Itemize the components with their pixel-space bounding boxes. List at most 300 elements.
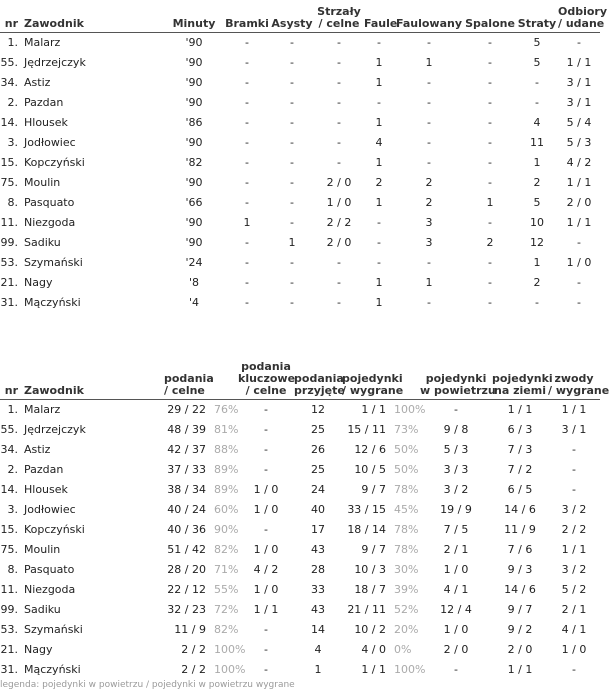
table-cell: -: [337, 295, 341, 309]
table-cell: 3 / 2: [420, 479, 492, 499]
table-cell: 78%: [386, 519, 420, 539]
table-cell: '90: [185, 55, 203, 69]
table-cell: 37 / 33: [167, 462, 206, 476]
table-cell: 28 / 20: [164, 559, 206, 579]
table-cell: Kopczyński: [24, 152, 164, 172]
table-cell: 1 / 0: [253, 502, 279, 516]
col-key-line1: podania: [241, 359, 291, 373]
table-cell: 72%: [206, 599, 238, 619]
table-cell: 10: [530, 215, 544, 229]
table-row: [0, 659, 600, 679]
table-cell: 1 / 1: [548, 399, 600, 419]
table-cell: 14 / 6: [504, 502, 536, 516]
table-row: [0, 52, 600, 72]
table-cell: Pazdan: [24, 95, 64, 109]
col-air-duels: [420, 353, 496, 399]
table-cell: 55.: [0, 55, 18, 69]
table-cell: 42 / 37: [164, 439, 206, 459]
table-cell: -: [572, 462, 577, 476]
table-cell: 81%: [214, 422, 239, 436]
table-cell: 4: [294, 639, 342, 659]
col-losses: Straty: [517, 16, 557, 30]
table-cell: 24: [294, 479, 342, 499]
col-passes: [164, 353, 238, 399]
table-cell: -: [270, 112, 314, 132]
table-cell: 5: [516, 32, 558, 52]
table-cell: 2 / 0: [492, 639, 548, 659]
table-cell: 18 / 14: [342, 519, 386, 539]
col-minutes: Minuty: [172, 16, 216, 30]
col-dribbles: [548, 353, 609, 399]
table-cell: '82: [164, 152, 224, 172]
table-cell: 3.: [7, 135, 18, 149]
table-cell: 1: [394, 272, 464, 292]
table-row: [0, 212, 600, 232]
table-cell: -: [364, 32, 394, 52]
table-cell: 1: [375, 55, 383, 69]
passing-duels-table: [0, 353, 609, 679]
table-cell: 20%: [394, 622, 419, 636]
table-cell: -: [245, 255, 249, 269]
table-cell: -: [314, 112, 364, 132]
table-cell: 3: [394, 232, 464, 252]
table-cell: -: [377, 95, 381, 109]
table-cell: 2 / 0: [326, 175, 352, 189]
table-cell: -: [488, 215, 492, 229]
table-cell: 43: [294, 599, 342, 619]
table-cell: 1: [425, 55, 433, 69]
col-key-line2: kluczowe: [238, 371, 296, 385]
table-cell: 11.: [0, 215, 18, 229]
table-cell: -: [337, 55, 341, 69]
table-cell: 3: [425, 215, 433, 229]
table-cell: 4: [375, 135, 383, 149]
table-cell: 100%: [206, 639, 238, 659]
table-cell: 38 / 34: [164, 479, 206, 499]
table-cell: -: [427, 295, 431, 309]
table-cell: 1 / 1: [492, 399, 548, 419]
table-cell: -: [394, 32, 464, 52]
table-cell: 53.: [0, 255, 18, 269]
col-goals: Bramki: [225, 16, 269, 30]
table-cell: 1.: [0, 32, 24, 52]
table-cell: 55.: [0, 422, 18, 436]
table-cell: 1 / 1: [342, 399, 386, 419]
col-passes-line2: / celne: [164, 383, 205, 397]
table-cell: -: [488, 55, 492, 69]
table-cell: 2: [516, 272, 558, 292]
table-cell: -: [270, 272, 314, 292]
table-cell: 30%: [386, 559, 420, 579]
table-cell: Jędrzejczyk: [24, 422, 86, 436]
table-cell: 9 / 7: [342, 479, 386, 499]
table-cell: 1 / 1: [507, 662, 533, 676]
table-cell: -: [394, 112, 464, 132]
col-key-passes: [238, 353, 294, 399]
table-row: [0, 399, 600, 419]
table-row: [0, 639, 600, 659]
table-row: [0, 112, 600, 132]
table-cell: -: [394, 152, 464, 172]
table-row: [0, 439, 600, 459]
table-cell: -: [245, 95, 249, 109]
table-cell: 1: [375, 295, 383, 309]
table-cell: 1 / 1: [566, 55, 592, 69]
table-cell: 18 / 7: [354, 582, 387, 596]
table-row: [0, 92, 600, 112]
col-tackles-line1: zwody: [554, 371, 594, 385]
table-cell: 33: [311, 582, 326, 596]
table-cell: -: [224, 32, 270, 52]
table-cell: -: [245, 175, 249, 189]
table-cell: 3.: [7, 502, 18, 516]
table-cell: -: [377, 255, 381, 269]
table-cell: -: [290, 175, 294, 189]
table-body: [0, 399, 600, 679]
table-cell: 4: [516, 112, 558, 132]
table-cell: Szymański: [24, 255, 83, 269]
table-cell: -: [377, 215, 381, 229]
col-received-line2: przyjęte: [294, 383, 345, 397]
table-row: [0, 619, 600, 639]
table-cell: 4 / 2: [238, 559, 294, 579]
table-cell: 2: [394, 192, 464, 212]
table-cell: 8.: [0, 559, 24, 579]
table-cell: 2 / 2: [164, 639, 206, 659]
table-cell: 1: [270, 232, 314, 252]
table-cell: -: [548, 479, 600, 499]
table-cell: 4 / 2: [558, 152, 600, 172]
table-cell: 17: [294, 519, 342, 539]
table-cell: 1 / 0: [253, 582, 279, 596]
table-row: [0, 579, 600, 599]
col-assists: Asysty: [271, 16, 313, 30]
col-ground-duels: [492, 353, 553, 399]
table-cell: 14.: [0, 112, 24, 132]
table-cell: 99.: [0, 232, 24, 252]
table-cell: 12: [294, 399, 342, 419]
table-row: [0, 519, 600, 539]
table-row: [0, 132, 600, 152]
col-duels-line2: / wygrane: [342, 383, 404, 397]
table-cell: 21 / 11: [342, 599, 386, 619]
table-cell: 1: [364, 192, 394, 212]
table-cell: -: [394, 72, 464, 92]
table-body: [0, 32, 600, 312]
table-cell: -: [245, 295, 249, 309]
col-recoveries: [558, 2, 608, 32]
table-cell: -: [314, 152, 364, 172]
table-cell: 2 / 0: [420, 639, 492, 659]
table-row: [0, 559, 600, 579]
table-cell: 9 / 2: [507, 622, 533, 636]
table-cell: 2.: [7, 95, 18, 109]
col-shots: [314, 2, 364, 32]
table-cell: 2 / 1: [443, 542, 469, 556]
table-cell: 1: [364, 72, 394, 92]
table-cell: 21.: [0, 272, 24, 292]
table-cell: 7 / 2: [507, 462, 533, 476]
table-cell: -: [488, 175, 492, 189]
table-cell: 1 / 0: [253, 542, 279, 556]
table-cell: -: [364, 232, 394, 252]
table-cell: 76%: [206, 399, 238, 419]
table-cell: 4 / 1: [561, 622, 587, 636]
col-received-line1: podania: [294, 371, 344, 385]
table-cell: 78%: [394, 542, 419, 556]
table-cell: 34.: [0, 72, 24, 92]
table-cell: 2.: [7, 462, 18, 476]
table-cell: 1 / 1: [566, 215, 592, 229]
table-cell: 1 / 1: [566, 175, 592, 189]
table-cell: 48 / 39: [167, 422, 206, 436]
table-cell: 100%: [386, 399, 420, 419]
table-cell: Moulin: [24, 175, 61, 189]
table-cell: -: [290, 295, 294, 309]
table-cell: 5 / 3: [566, 135, 592, 149]
table-cell: Nagy: [24, 639, 164, 659]
table-cell: 15 / 11: [347, 422, 387, 436]
table-cell: 60%: [214, 502, 239, 516]
table-cell: 1 / 1: [361, 662, 387, 676]
table-cell: Jędrzejczyk: [24, 55, 86, 69]
table-cell: Astiz: [24, 439, 164, 459]
table-cell: 31.: [0, 662, 18, 676]
table-cell: Malarz: [24, 32, 164, 52]
table-cell: -: [572, 662, 577, 676]
col-nr: nr: [4, 383, 18, 397]
table-cell: 7 / 3: [492, 439, 548, 459]
table-cell: -: [224, 192, 270, 212]
table-cell: -: [264, 622, 268, 636]
table-cell: 25: [311, 422, 326, 436]
col-air-line2: w powietrzu: [420, 383, 496, 397]
table-cell: 75.: [0, 175, 18, 189]
table-cell: '90: [185, 95, 203, 109]
table-cell: -: [224, 72, 270, 92]
table-cell: 25: [311, 462, 326, 476]
table-cell: Hlousek: [24, 479, 164, 499]
table-cell: -: [488, 255, 492, 269]
table-cell: -: [224, 272, 270, 292]
table-cell: '90: [164, 72, 224, 92]
table-cell: 82%: [214, 622, 239, 636]
table-cell: 50%: [394, 462, 419, 476]
table-cell: -: [238, 439, 294, 459]
table-row: [0, 152, 600, 172]
table-cell: 9 / 3: [492, 559, 548, 579]
table-cell: -: [548, 439, 600, 459]
table-cell: -: [270, 72, 314, 92]
table-cell: -: [464, 272, 516, 292]
table-cell: -: [488, 295, 492, 309]
table-cell: -: [238, 519, 294, 539]
table-cell: -: [270, 192, 314, 212]
table-cell: 2: [425, 175, 433, 189]
table-cell: 3 / 1: [558, 72, 600, 92]
col-air-line1: pojedynki: [425, 371, 487, 385]
table-cell: Szymański: [24, 622, 83, 636]
col-received: [294, 353, 345, 399]
table-cell: 1.: [0, 399, 24, 419]
table-cell: '24: [185, 255, 203, 269]
table-cell: -: [264, 422, 268, 436]
table-cell: 2: [464, 232, 516, 252]
table-cell: 3 / 3: [443, 462, 469, 476]
table-cell: 5: [533, 55, 541, 69]
col-passes-line1: podania: [164, 371, 214, 385]
table-cell: 14.: [0, 479, 24, 499]
table-cell: 33 / 15: [347, 502, 387, 516]
table-cell: 5 / 3: [420, 439, 492, 459]
table-cell: 11 / 9: [492, 519, 548, 539]
table-cell: 2 / 2: [181, 662, 206, 676]
table-cell: 11 / 9: [174, 622, 206, 636]
table-cell: -: [427, 95, 431, 109]
table-cell: 73%: [394, 422, 419, 436]
table-cell: 0%: [386, 639, 420, 659]
table-cell: -: [290, 215, 294, 229]
table-cell: 89%: [214, 462, 239, 476]
col-key-line3: / celne: [245, 383, 287, 397]
table-cell: 45%: [394, 502, 419, 516]
table-cell: '66: [164, 192, 224, 212]
col-tackles-line2: / wygrane: [548, 383, 609, 397]
table-cell: 82%: [214, 542, 239, 556]
table-cell: 3 / 1: [566, 95, 592, 109]
table-cell: 1 / 1: [561, 542, 587, 556]
table-cell: 5 / 2: [561, 582, 587, 596]
table-cell: '8: [164, 272, 224, 292]
table-cell: 53.: [0, 622, 18, 636]
table-cell: 26: [294, 439, 342, 459]
table-cell: 12 / 6: [342, 439, 386, 459]
table-cell: -: [290, 135, 294, 149]
table-cell: 14: [311, 622, 326, 636]
table-row: [0, 172, 600, 192]
table-cell: 1: [364, 152, 394, 172]
table-cell: 4 / 0: [342, 639, 386, 659]
table-cell: 1 / 0: [314, 192, 364, 212]
table-cell: Sadiku: [24, 232, 164, 252]
table-cell: 100%: [214, 662, 246, 676]
table-cell: 7 / 5: [420, 519, 492, 539]
table-cell: 40 / 36: [164, 519, 206, 539]
table-cell: -: [427, 135, 431, 149]
table-cell: 2 / 2: [326, 215, 352, 229]
table-cell: -: [535, 95, 539, 109]
table-cell: 1: [364, 112, 394, 132]
table-cell: 5 / 4: [558, 112, 600, 132]
table-cell: Malarz: [24, 399, 164, 419]
table-cell: '4: [188, 295, 200, 309]
table-cell: 3 / 2: [548, 559, 600, 579]
table-row: [0, 599, 600, 619]
table-cell: 39%: [394, 582, 419, 596]
table-cell: -: [290, 255, 294, 269]
table-cell: '90: [164, 32, 224, 52]
table-cell: Sadiku: [24, 599, 164, 619]
col-player: Zawodnik: [24, 383, 84, 397]
table-cell: 2: [375, 175, 383, 189]
table-cell: '90: [185, 215, 203, 229]
table-header: [0, 353, 609, 399]
table-cell: 34.: [0, 439, 24, 459]
table-cell: '90: [185, 175, 203, 189]
table-cell: -: [535, 295, 539, 309]
table-cell: 88%: [206, 439, 238, 459]
table-cell: -: [516, 72, 558, 92]
table-cell: -: [264, 462, 268, 476]
table-cell: 99.: [0, 599, 24, 619]
table-cell: Jodłowiec: [24, 502, 76, 516]
col-player: Zawodnik: [24, 16, 84, 30]
table-cell: 1 / 1: [238, 599, 294, 619]
table-cell: Jodłowiec: [24, 135, 76, 149]
table-cell: -: [238, 639, 294, 659]
table-cell: 1 / 0: [443, 622, 469, 636]
table-cell: Nagy: [24, 272, 164, 292]
table-cell: -: [290, 95, 294, 109]
table-cell: 1 / 0: [566, 255, 592, 269]
table-cell: -: [224, 232, 270, 252]
table-cell: 75.: [0, 542, 18, 556]
table-cell: 11.: [0, 582, 18, 596]
table-cell: 28: [294, 559, 342, 579]
table-cell: 43: [311, 542, 326, 556]
table-row: [0, 419, 600, 439]
table-cell: 2 / 0: [314, 232, 364, 252]
table-cell: -: [264, 662, 268, 676]
table-cell: -: [314, 32, 364, 52]
table-cell: -: [488, 135, 492, 149]
table-cell: 1 / 0: [238, 479, 294, 499]
table-cell: 55%: [214, 582, 239, 596]
col-offsides: Spalone: [465, 16, 515, 30]
table-cell: 9 / 7: [492, 599, 548, 619]
table-cell: 10 / 5: [354, 462, 387, 476]
table-cell: -: [290, 55, 294, 69]
col-duels: [342, 353, 420, 399]
table-cell: 6 / 5: [492, 479, 548, 499]
table-cell: Mączyński: [24, 295, 81, 309]
table-cell: 3 / 1: [561, 422, 587, 436]
table-cell: 1: [243, 215, 251, 229]
table-cell: 10 / 2: [354, 622, 387, 636]
table-cell: -: [270, 152, 314, 172]
table-cell: 1: [364, 272, 394, 292]
table-cell: -: [238, 399, 294, 419]
table-row: [0, 459, 600, 479]
table-cell: Niezgoda: [24, 215, 76, 229]
table-cell: 15.: [0, 152, 24, 172]
table-cell: 2: [533, 175, 541, 189]
table-cell: 2 / 0: [558, 192, 600, 212]
table-cell: -: [337, 135, 341, 149]
table-cell: -: [488, 95, 492, 109]
table-cell: 6 / 3: [507, 422, 533, 436]
table-cell: 4 / 1: [443, 582, 469, 596]
col-nr: nr: [4, 16, 18, 30]
table-cell: -: [464, 32, 516, 52]
col-recoveries-line1: Odbiory: [558, 4, 608, 18]
col-recoveries-line2: / udane: [558, 16, 605, 30]
table-cell: 2 / 2: [548, 519, 600, 539]
col-duels-line1: pojedynki: [342, 371, 403, 385]
table-row: [0, 499, 600, 519]
table-cell: Mączyński: [24, 662, 81, 676]
table-cell: 1: [533, 255, 541, 269]
